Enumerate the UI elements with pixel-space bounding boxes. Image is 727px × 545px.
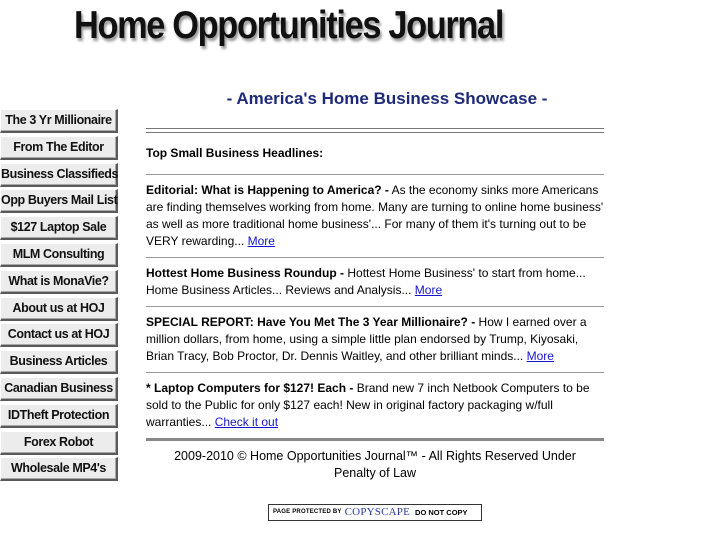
- divider: [146, 174, 604, 175]
- page-tagline: - America's Home Business Showcase -: [226, 89, 548, 108]
- headline-body: Hottest Home Business' to start from home... Home Business Articles... Reviews and Analysis...: [146, 266, 586, 297]
- nav-button-contact-us[interactable]: Contact us at HOJ: [0, 323, 118, 347]
- more-link[interactable]: More: [526, 349, 554, 363]
- nav-button-canadian-business[interactable]: Canadian Business: [0, 377, 118, 401]
- headline-body: As the economy sinks more Americans are finding themselves working from home. Many are turning to online home business' as well as more traditional home business'... For many of them it's turning out to be VERY rewarding...: [146, 183, 604, 248]
- copyright-footer: 2009-2010 © Home Opportunities Journal™ - All Rights Reserved Under Penalty of Law: [174, 449, 576, 480]
- headline-item-laptop: [146, 380, 604, 431]
- badge-protected-text: PAGE PROTECTED BY: [273, 509, 342, 515]
- nav-button-from-the-editor[interactable]: From The Editor: [0, 136, 118, 160]
- nav-button-mlm-consulting[interactable]: MLM Consulting: [0, 243, 118, 267]
- headline-item-special-report: [146, 314, 604, 365]
- headline-title: Hottest Home Business Roundup -: [146, 266, 345, 280]
- nav-button-3yr-millionaire[interactable]: The 3 Yr Millionaire: [0, 109, 118, 133]
- nav-button-business-articles[interactable]: Business Articles: [0, 350, 118, 374]
- headline-title: SPECIAL REPORT: Have You Met The 3 Year Millionaire? -: [146, 315, 476, 329]
- site-logo: Home Opportunities Journal: [74, 4, 504, 47]
- footer-divider: [146, 438, 604, 441]
- nav-button-business-classifieds[interactable]: Business Classifieds: [0, 163, 118, 187]
- main-content: [146, 86, 604, 482]
- nav-button-opp-buyers-mail-list[interactable]: Opp Buyers Mail List: [0, 189, 118, 213]
- nav-button-about-us[interactable]: About us at HOJ: [0, 297, 118, 321]
- divider: [146, 372, 604, 373]
- more-link[interactable]: More: [247, 234, 275, 248]
- headline-item-editorial: [146, 182, 604, 250]
- badge-do-not-copy-text: DO NOT COPY: [415, 508, 468, 517]
- sidebar-nav: [0, 109, 118, 484]
- more-link[interactable]: More: [414, 283, 443, 297]
- double-divider: [146, 128, 604, 133]
- divider: [146, 306, 604, 307]
- nav-button-forex-robot[interactable]: Forex Robot: [0, 431, 118, 455]
- headline-title: * Laptop Computers for $127! Each -: [146, 381, 354, 395]
- headlines-heading: Top Small Business Headlines:: [146, 146, 324, 160]
- nav-button-idtheft-protection[interactable]: IDTheft Protection: [0, 404, 118, 428]
- nav-button-laptop-sale[interactable]: $127 Laptop Sale: [0, 216, 118, 240]
- nav-button-wholesale-mp4[interactable]: Wholesale MP4's: [0, 457, 118, 481]
- headline-body: Brand new 7 inch Netbook Computers to be sold to the Public for only $127 each! New in original factory packaging w/full warranties...: [146, 381, 590, 429]
- check-it-out-link[interactable]: Check it out: [214, 415, 279, 429]
- divider: [146, 257, 604, 258]
- headline-title: Editorial: What is Happening to America? -: [146, 183, 389, 197]
- headline-body: How I earned over a million dollars, from home, using a simple little plan endorsed by Trump, Kiyosaki, Brian Tracy, Bob Proctor, Dr. Dennis Waitley, and other brilliant minds...: [146, 315, 587, 363]
- nav-button-what-is-monavie[interactable]: What is MonaVie?: [0, 270, 118, 294]
- copyscape-logo-text: COPYSCAPE: [344, 506, 411, 518]
- headline-item-roundup: [146, 265, 604, 299]
- copyscape-badge[interactable]: [268, 504, 482, 521]
